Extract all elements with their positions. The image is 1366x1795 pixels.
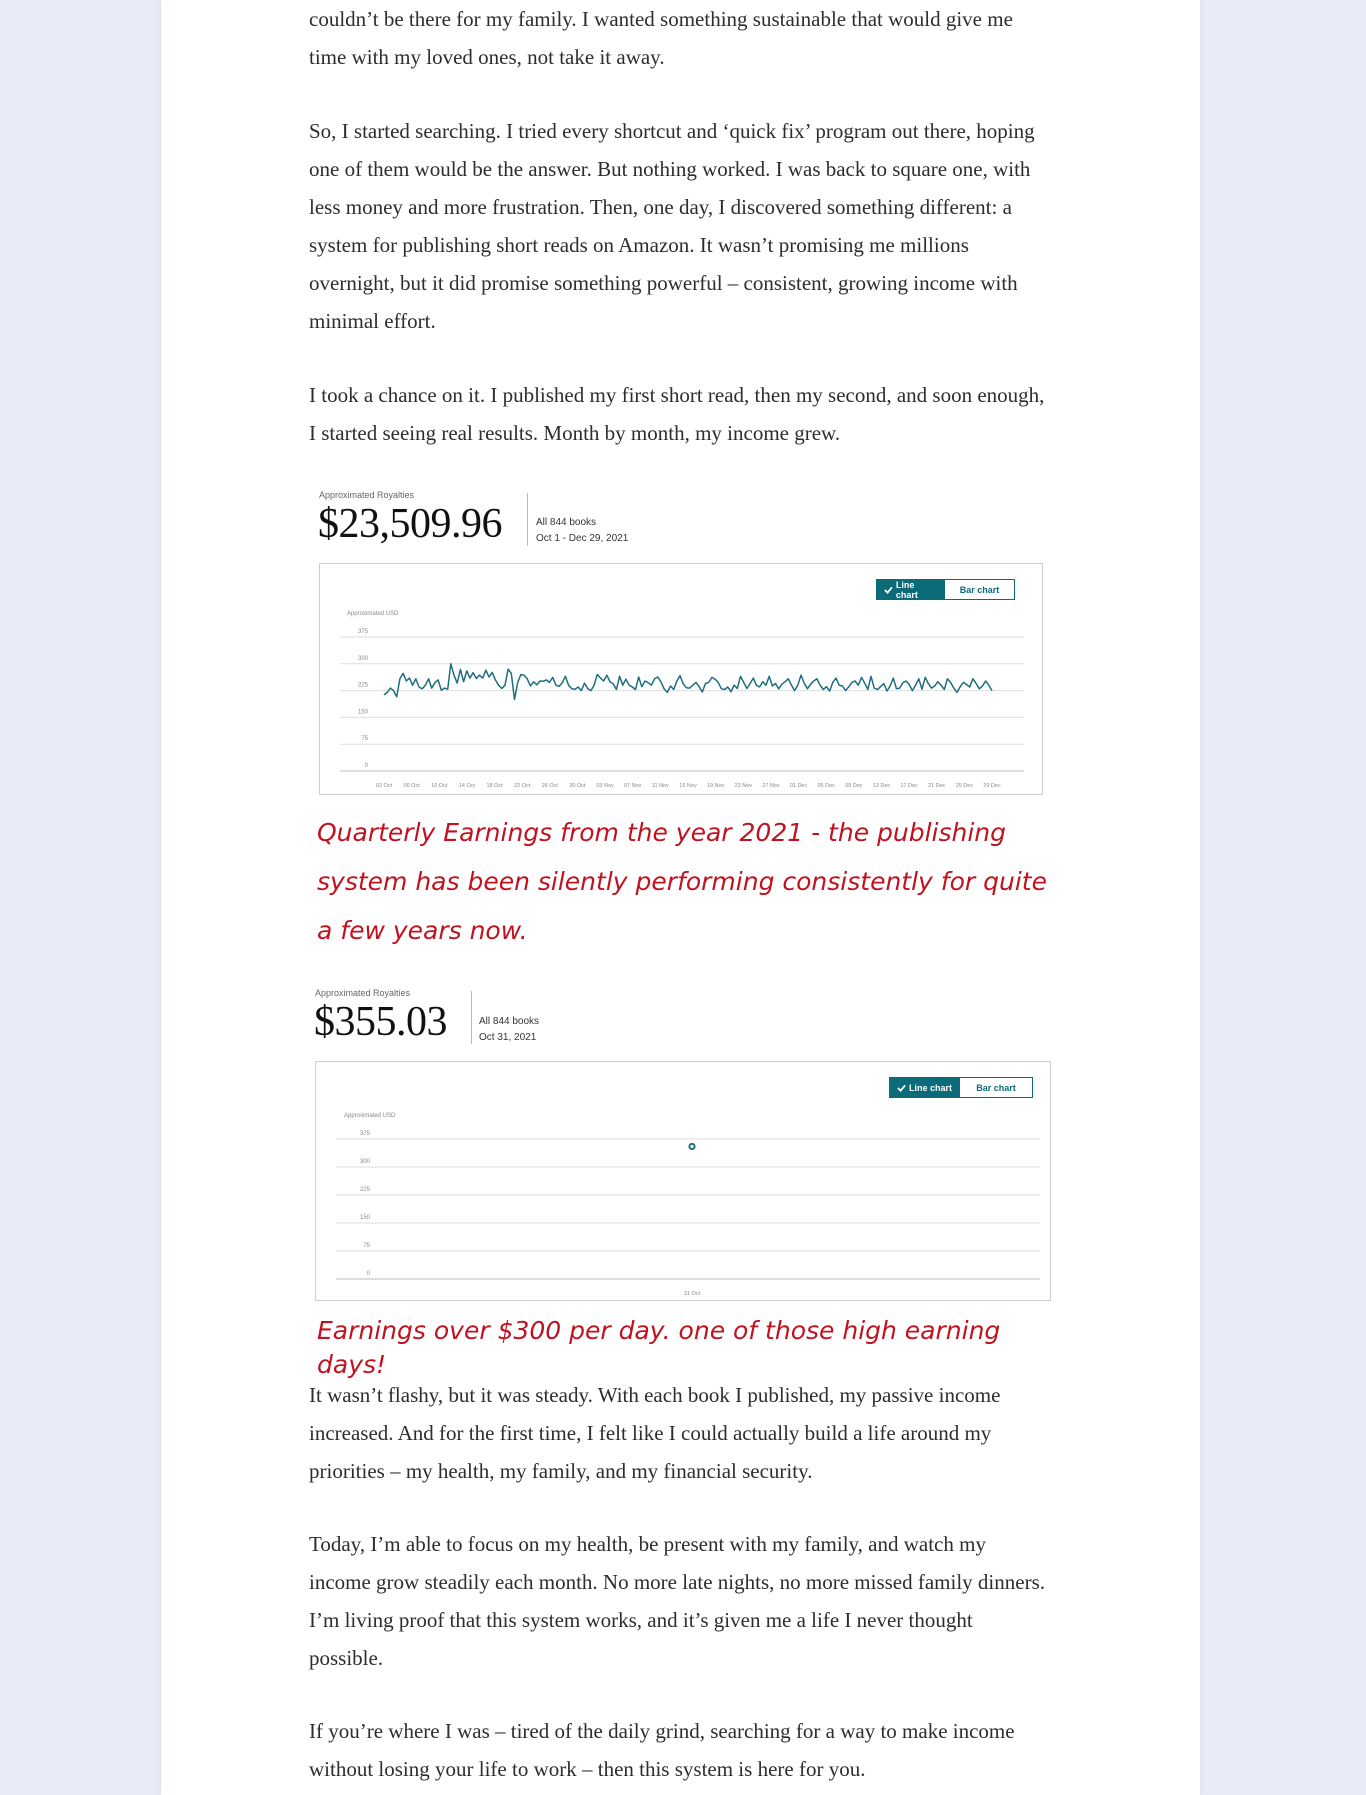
- x-tick-label: 19 Nov: [706, 783, 725, 789]
- x-tick-label: 05 Dec: [817, 783, 835, 789]
- y-tick-label: 0: [364, 763, 368, 769]
- x-tick-label: 21 Dec: [928, 783, 946, 789]
- books-scope: All 844 books: [536, 517, 597, 528]
- x-tick-label: 14 Oct: [458, 783, 476, 789]
- line-chart-label: Line chart: [909, 1082, 953, 1093]
- x-tick-label: 27 Nov: [762, 783, 780, 789]
- x-tick-label: 22 Oct: [514, 783, 531, 789]
- y-tick-label: 75: [363, 1243, 370, 1249]
- y-tick-label: 375: [357, 629, 368, 635]
- chart-frame: [319, 563, 1043, 795]
- paragraph-steady: It wasn’t flashy, but it was steady. With each book I published, my passive income increased. And for the first time, I felt like I could actually build a life around my priorities – my health, my family, and my financial security.: [309, 1383, 1001, 1483]
- x-tick-label: 18 Oct: [486, 783, 503, 789]
- bar-chart-label: Bar chart: [959, 584, 1000, 595]
- y-axis-title: Approximated USD: [344, 1113, 396, 1119]
- royalties-screenshot-quarterly: [317, 487, 1045, 797]
- point-chart: [316, 1062, 1050, 1300]
- x-tick-label: 01 Dec: [789, 783, 808, 789]
- daily-earnings-note: Earnings over $300 per day. one of those high earning days!: [317, 1316, 1001, 1379]
- royalties-screenshot-daily: [313, 985, 1053, 1303]
- x-tick-label: 26 Oct: [541, 783, 558, 789]
- x-tick-label: 15 Nov: [679, 783, 697, 789]
- paragraph-searching: So, I started searching. I tried every shortcut and ‘quick fix’ program out there, hoping one of them would be the answer. But nothing worked. I was back to square one, with less money and more frustration. Then, one day, I discovered something different: a system for publishing short reads on Amazon. It wasn’t promising me millions overnight, but it did promise something powerful – consistent, growing income with minimal effort.: [309, 119, 1035, 333]
- royalties-caption: Approximated Royalties: [319, 490, 415, 500]
- y-tick-label: 300: [357, 655, 368, 662]
- x-tick-label: 03 Nov: [596, 783, 614, 789]
- x-tick-label: 06 Oct: [403, 783, 420, 789]
- x-tick-label: 17 Dec: [900, 783, 918, 789]
- x-tick-label: 31 Oct: [683, 1291, 701, 1297]
- x-tick-label: 25 Dec: [955, 783, 974, 789]
- y-tick-label: 225: [357, 682, 368, 689]
- royalties-amount: $23,509.96: [318, 501, 502, 547]
- y-tick-label: 0: [366, 1271, 370, 1277]
- y-tick-label: 150: [359, 1215, 370, 1221]
- paragraph-intro: couldn’t be there for my family. I wanted something sustainable that would give me time with my loved ones, not take it away.: [309, 7, 1013, 69]
- chart-frame: [315, 1061, 1051, 1301]
- line-chart: [320, 564, 1042, 794]
- x-tick-label: 10 Oct: [431, 783, 448, 789]
- quarterly-earnings-note: Quarterly Earnings from the year 2021 - the publishing system has been silently performing consistently for quite a few years now.: [317, 818, 1047, 945]
- y-tick-label: 300: [359, 1159, 370, 1165]
- paragraph-call: If you’re where I was – tired of the daily grind, searching for a way to make income without losing your life to work – then this system is here for you.: [309, 1719, 1015, 1781]
- x-tick-label: 29 Dec: [983, 783, 1001, 789]
- x-tick-label: 09 Dec: [845, 783, 863, 789]
- header-divider: [471, 991, 472, 1044]
- x-tick-label: 30 Oct: [569, 783, 586, 789]
- date-range: Oct 31, 2021: [479, 1032, 537, 1043]
- royalties-point: [689, 1144, 694, 1149]
- paragraph-first-results: I took a chance on it. I published my first short read, then my second, and soon enough, I started seeing real results. Month by month, my income grew.: [309, 383, 1045, 445]
- x-tick-label: 23 Nov: [734, 783, 752, 789]
- y-axis-title: Approximated USD: [347, 611, 399, 617]
- bar-chart-label: Bar chart: [976, 1082, 1016, 1093]
- y-tick-label: 375: [359, 1131, 370, 1137]
- royalties-line: [384, 664, 992, 700]
- royalties-amount: $355.03: [314, 999, 447, 1045]
- paragraph-today: Today, I’m able to focus on my health, be present with my family, and watch my income grow steadily each month. No more late nights, no more missed family dinners. I’m living proof that this system works, and it’s given me a life I never thought possible.: [309, 1532, 1046, 1670]
- date-range: Oct 1 - Dec 29, 2021: [536, 533, 629, 544]
- line-chart-label: Line chart: [895, 579, 918, 600]
- books-scope: All 844 books: [479, 1016, 540, 1027]
- header-divider: [527, 493, 528, 546]
- royalties-caption: Approximated Royalties: [315, 988, 411, 998]
- x-tick-label: 13 Dec: [872, 783, 891, 789]
- x-tick-label: 07 Nov: [624, 783, 642, 789]
- x-tick-label: 02 Oct: [375, 783, 393, 789]
- y-tick-label: 225: [359, 1187, 370, 1193]
- y-tick-label: 150: [357, 709, 368, 716]
- y-tick-label: 75: [361, 736, 368, 743]
- x-tick-label: 11 Nov: [651, 783, 669, 789]
